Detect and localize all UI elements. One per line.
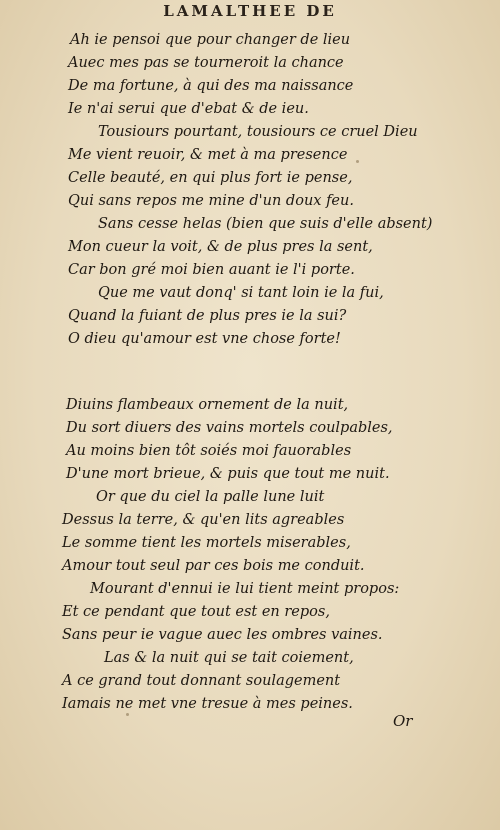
catchword: Or (393, 712, 413, 730)
verse-line: Que me vaut donq' si tant loin ie la fui, (98, 285, 384, 301)
verse-line: Sans cesse helas (bien que suis d'elle absent) (98, 216, 433, 232)
verse-line: Ie n'ai serui que d'ebat & de ieu. (68, 101, 309, 117)
verse-line: A ce grand tout donnant soulagement (62, 673, 341, 689)
verse-line: D'une mort brieue, & puis que tout me nuit. (66, 466, 390, 482)
verse-line: Or que du ciel la palle lune luit (96, 489, 325, 505)
verse-line: O dieu qu'amour est vne chose forte! (68, 331, 341, 347)
verse-line: Au moins bien tôt soiés moi fauorables (66, 443, 352, 459)
verse-line: Las & la nuit qui se tait coiement, (104, 650, 354, 666)
verse-line: Mon cueur la voit, & de plus pres la sent, (68, 239, 373, 255)
verse-line: Amour tout seul par ces bois me conduit. (62, 558, 365, 574)
verse-line: Car bon gré moi bien auant ie l'i porte. (68, 262, 355, 278)
sonnet-first (0, 29, 500, 351)
verse-line: Tousiours pourtant, tousiours ce cruel Dieu (98, 124, 418, 140)
verse-line: Mourant d'ennui ie lui tient meint propos: (90, 581, 400, 597)
paper-speck (356, 160, 359, 163)
verse-line: Quand la fuiant de plus pres ie la sui? (68, 308, 347, 324)
verse-line: Celle beauté, en qui plus fort ie pense, (68, 170, 353, 186)
running-head: LAMALTHEE DE (163, 2, 337, 20)
verse-line: Du sort diuers des vains mortels coulpables, (66, 420, 393, 436)
verse-line: Dessus la terre, & qu'en lits agreables (62, 512, 345, 528)
verse-line: Et ce pendant que tout est en repos, (62, 604, 330, 620)
verse-line: Qui sans repos me mine d'un doux feu. (68, 193, 354, 209)
verse-line: Ah ie pensoi que pour changer de lieu (70, 32, 351, 48)
verse-line: Diuins flambeaux ornement de la nuit, (66, 397, 349, 413)
verse-line: Sans peur ie vague auec les ombres vaines. (62, 627, 383, 643)
sonnet-second (0, 394, 500, 716)
verse-line: Le somme tient les mortels miserables, (62, 535, 351, 551)
verse-line: Me vient reuoir, & met à ma presence (68, 147, 348, 163)
verse-line: De ma fortune, à qui des ma naissance (68, 78, 354, 94)
verse-line: Iamais ne met vne tresue à mes peines. (62, 696, 353, 712)
verse-line: Auec mes pas se tourneroit la chance (68, 55, 344, 71)
paper-speck (126, 713, 129, 716)
